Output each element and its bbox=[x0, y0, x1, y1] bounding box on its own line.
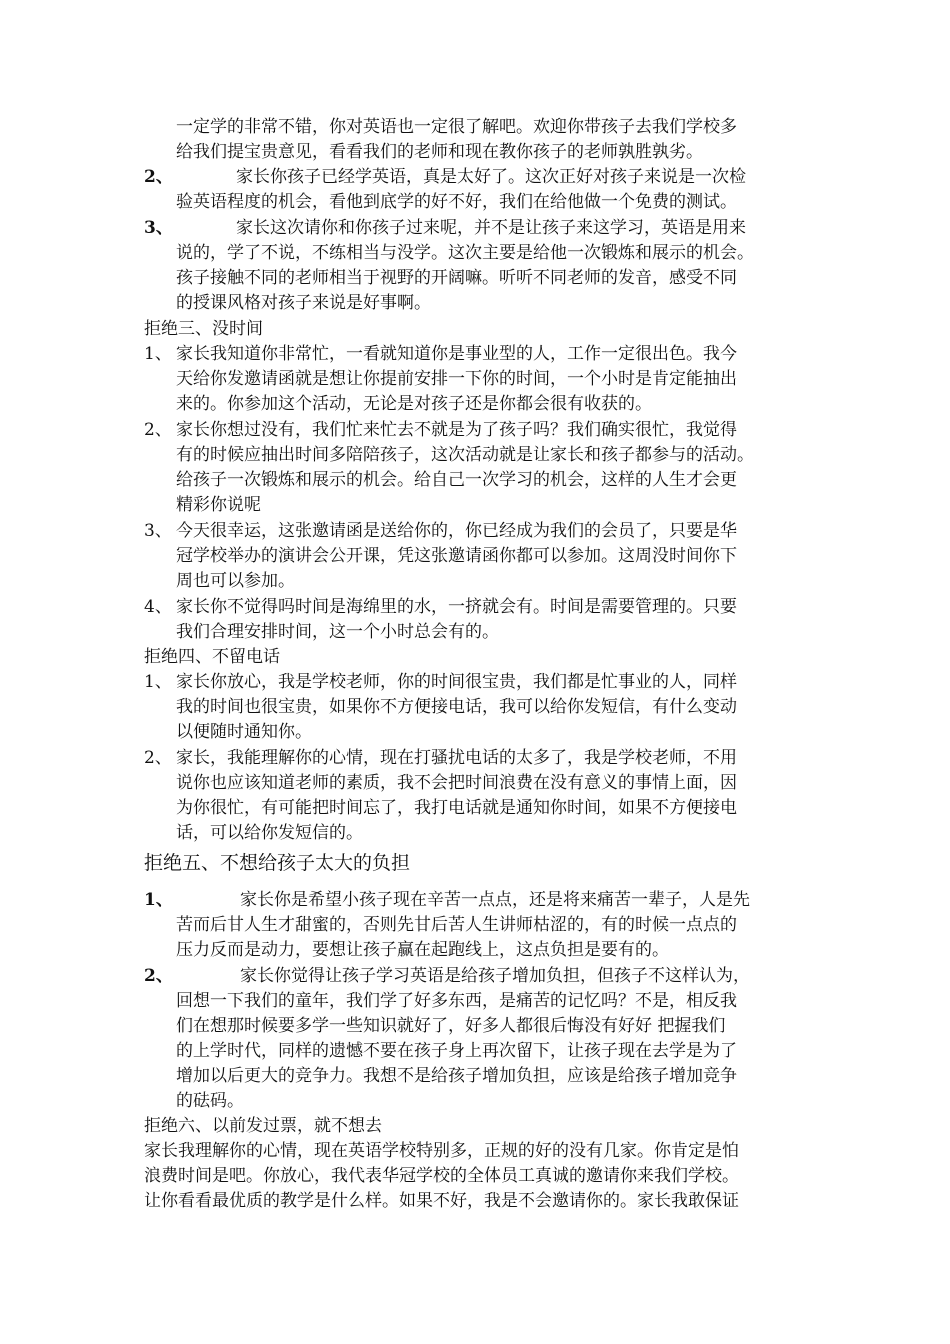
paragraph-line: 的上学时代，同样的遗憾不要在孩子身上再次留下，让孩子现在去学是为了 bbox=[176, 1041, 737, 1061]
list-number: 2、 bbox=[144, 748, 172, 768]
list-number: 2、 bbox=[144, 167, 173, 187]
paragraph-line: 增加以后更大的竞争力。我想不是给孩子增加负担，应该是给孩子增加竞争 bbox=[176, 1066, 737, 1086]
paragraph-line: 家长你想过没有，我们忙来忙去不就是为了孩子吗？我们确实很忙，我觉得 bbox=[176, 420, 737, 440]
paragraph-line: 说你也应该知道老师的素质，我不会把时间浪费在没有意义的事情上面，因 bbox=[176, 773, 737, 793]
paragraph-line: 苦而后甘人生才甜蜜的，否则先甘后苦人生讲师枯涩的，有的时候一点点的 bbox=[176, 915, 737, 935]
paragraph-line: 家长我理解你的心情，现在英语学校特别多，正规的好的没有几家。你肯定是怕 bbox=[144, 1141, 739, 1161]
paragraph-line: 我们合理安排时间，这一个小时总会有的。 bbox=[176, 622, 499, 642]
paragraph-line: 的授课风格对孩子来说是好事啊。 bbox=[176, 293, 431, 313]
list-number: 4、 bbox=[144, 597, 172, 617]
paragraph-line: 的砝码。 bbox=[176, 1091, 244, 1111]
list-number: 1、 bbox=[144, 890, 173, 910]
paragraph-line: 为你很忙，有可能把时间忘了，我打电话就是通知你时间，如果不方便接电 bbox=[176, 798, 737, 818]
list-number: 2、 bbox=[144, 966, 173, 986]
list-number: 3、 bbox=[144, 521, 172, 541]
section-heading: 拒绝三、没时间 bbox=[144, 319, 263, 339]
paragraph-line: 家长你放心，我是学校老师，你的时间很宝贵，我们都是忙事业的人，同样 bbox=[176, 672, 737, 692]
paragraph-line: 压力反而是动力，要想让孩子赢在起跑线上，这点负担是要有的。 bbox=[176, 940, 669, 960]
paragraph-line: 一定学的非常不错，你对英语也一定很了解吧。欢迎你带孩子去我们学校多 bbox=[176, 117, 737, 137]
paragraph-line: 以便随时通知你。 bbox=[176, 722, 312, 742]
paragraph-line: 周也可以参加。 bbox=[176, 571, 295, 591]
paragraph-line: 回想一下我们的童年，我们学了好多东西，是痛苦的记忆吗？不是，相反我 bbox=[176, 991, 737, 1011]
paragraph-line: 浪费时间是吧。你放心，我代表华冠学校的全体员工真诚的邀请你来我们学校。 bbox=[144, 1166, 739, 1186]
section-heading: 拒绝四、不留电话 bbox=[144, 647, 280, 667]
paragraph-line: 给我们提宝贵意见，看看我们的老师和现在教你孩子的老师孰胜孰劣。 bbox=[176, 142, 703, 162]
paragraph-line: 孩子接触不同的老师相当于视野的开阔嘛。听听不同老师的发音，感受不同 bbox=[176, 268, 737, 288]
list-number: 1、 bbox=[144, 344, 172, 364]
paragraph-line: 让你看看最优质的教学是什么样。如果不好，我是不会邀请你的。家长我敢保证 bbox=[144, 1191, 739, 1211]
section-heading: 拒绝六、以前发过票，就不想去 bbox=[144, 1116, 382, 1136]
list-number: 1、 bbox=[144, 672, 172, 692]
paragraph-line: 家长这次请你和你孩子过来呢，并不是让孩子来这学习，英语是用来 bbox=[236, 218, 746, 238]
list-number: 2、 bbox=[144, 420, 172, 440]
paragraph-line: 验英语程度的机会，看他到底学的好不好，我们在给他做一个免费的测试。 bbox=[176, 192, 737, 212]
paragraph-line: 话，可以给你发短信的。 bbox=[176, 823, 363, 843]
paragraph-line: 们在想那时候要多学一些知识就好了，好多人都很后悔没有好好 把握我们 bbox=[176, 1016, 726, 1036]
paragraph-line: 冠学校举办的演讲会公开课，凭这张邀请函你都可以参加。这周没时间你下 bbox=[176, 546, 737, 566]
paragraph-line: 家长我知道你非常忙，一看就知道你是事业型的人，工作一定很出色。我今 bbox=[176, 344, 737, 364]
paragraph-line: 有的时候应抽出时间多陪陪孩子，这次活动就是让家长和孩子都参与的活动。 bbox=[176, 445, 754, 465]
paragraph-line: 家长你孩子已经学英语，真是太好了。这次正好对孩子来说是一次检 bbox=[236, 167, 746, 187]
paragraph-line: 说的，学了不说，不练相当与没学。这次主要是给他一次锻炼和展示的机会。 bbox=[176, 243, 754, 263]
list-number: 3、 bbox=[144, 218, 173, 238]
paragraph-line: 今天很幸运，这张邀请函是送给你的，你已经成为我们的会员了，只要是华 bbox=[176, 521, 737, 541]
paragraph-line: 天给你发邀请函就是想让你提前安排一下你的时间，一个小时是肯定能抽出 bbox=[176, 369, 737, 389]
paragraph-line: 家长，我能理解你的心情，现在打骚扰电话的太多了，我是学校老师，不用 bbox=[176, 748, 737, 768]
paragraph-line: 家长你觉得让孩子学习英语是给孩子增加负担，但孩子不这样认为， bbox=[240, 966, 750, 986]
paragraph-line: 家长你不觉得吗时间是海绵里的水，一挤就会有。时间是需要管理的。只要 bbox=[176, 597, 737, 617]
paragraph-line: 给孩子一次锻炼和展示的机会。给自己一次学习的机会，这样的人生才会更 bbox=[176, 470, 737, 490]
paragraph-line: 家长你是希望小孩子现在辛苦一点点，还是将来痛苦一辈子，人是先 bbox=[240, 890, 750, 910]
section-heading: 拒绝五、不想给孩子太大的负担 bbox=[144, 852, 411, 874]
paragraph-line: 精彩你说呢 bbox=[176, 495, 261, 515]
paragraph-line: 来的。你参加这个活动，无论是对孩子还是你都会很有收获的。 bbox=[176, 394, 652, 414]
paragraph-line: 我的时间也很宝贵，如果你不方便接电话，我可以给你发短信，有什么变动 bbox=[176, 697, 737, 717]
